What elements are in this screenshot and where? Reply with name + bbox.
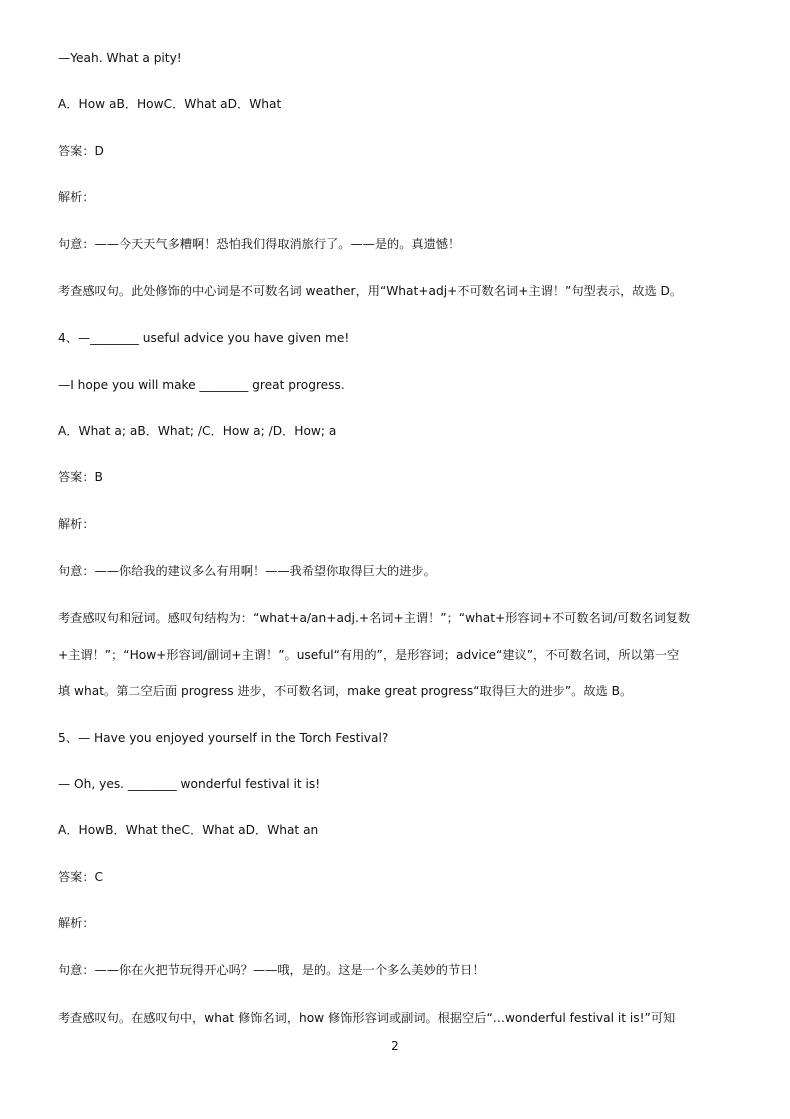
text-line-explanation: 考查感叹句。此处修饰的中心词是不可数名词 weather，用“What+adj+不可数名词+主谓！”句型表示，故选 D。 <box>58 284 683 298</box>
text-line-explanation: +主谓！”；“How+形容词/副词+主谓！”。useful“有用的”，是形容词；advice“建议”，不可数名词，所以第一空 <box>58 648 680 662</box>
text-line-question-5: 5、— Have you enjoyed yourself in the Torch Festival? <box>58 731 389 745</box>
text-line-question-4: 4、—________ useful advice you have given me! <box>58 331 350 345</box>
text-line-analysis-label: 解析： <box>58 190 95 204</box>
text-line-analysis-label: 解析： <box>58 517 95 531</box>
page-number: 2 <box>391 1039 399 1053</box>
text-line-options: A．What a; aB．What; /C．How a; /D．How; a <box>58 424 337 438</box>
text-line-analysis-label: 解析： <box>58 916 95 930</box>
text-line-dialogue: —Yeah. What a pity! <box>58 51 182 65</box>
text-line-answer: 答案：C <box>58 870 104 884</box>
text-line-meaning: 句意：——你在火把节玩得开心吗？——哦，是的。这是一个多么美妙的节日！ <box>58 963 485 977</box>
text-line-explanation: 考查感叹句和冠词。感叹句结构为：“what+a/an+adj.+名词+主谓！”；“what+形容词+不可数名词/可数名词复数 <box>58 611 691 625</box>
text-line-meaning: 句意：——你给我的建议多么有用啊！——我希望你取得巨大的进步。 <box>58 564 436 578</box>
text-line-answer: 答案：B <box>58 470 103 484</box>
text-line-dialogue: — Oh, yes. ________ wonderful festival it is! <box>58 777 321 791</box>
text-line-explanation: 填 what。第二空后面 progress 进步，不可数名词，make great progress“取得巨大的进步”。故选 B。 <box>58 684 633 698</box>
text-line-dialogue: —I hope you will make ________ great progress. <box>58 378 345 392</box>
text-line-options: A．HowB．What theC．What aD．What an <box>58 823 319 837</box>
text-line-meaning: 句意：——今天天气多糟啊！恐怕我们得取消旅行了。——是的。真遗憾！ <box>58 237 461 251</box>
text-line-answer: 答案：D <box>58 144 104 158</box>
text-line-explanation: 考查感叹句。在感叹句中，what 修饰名词，how 修饰形容词或副词。根据空后“…wonderful festival it is!”可知 <box>58 1011 676 1025</box>
text-line-options: A．How aB．HowC．What aD．What <box>58 97 282 111</box>
